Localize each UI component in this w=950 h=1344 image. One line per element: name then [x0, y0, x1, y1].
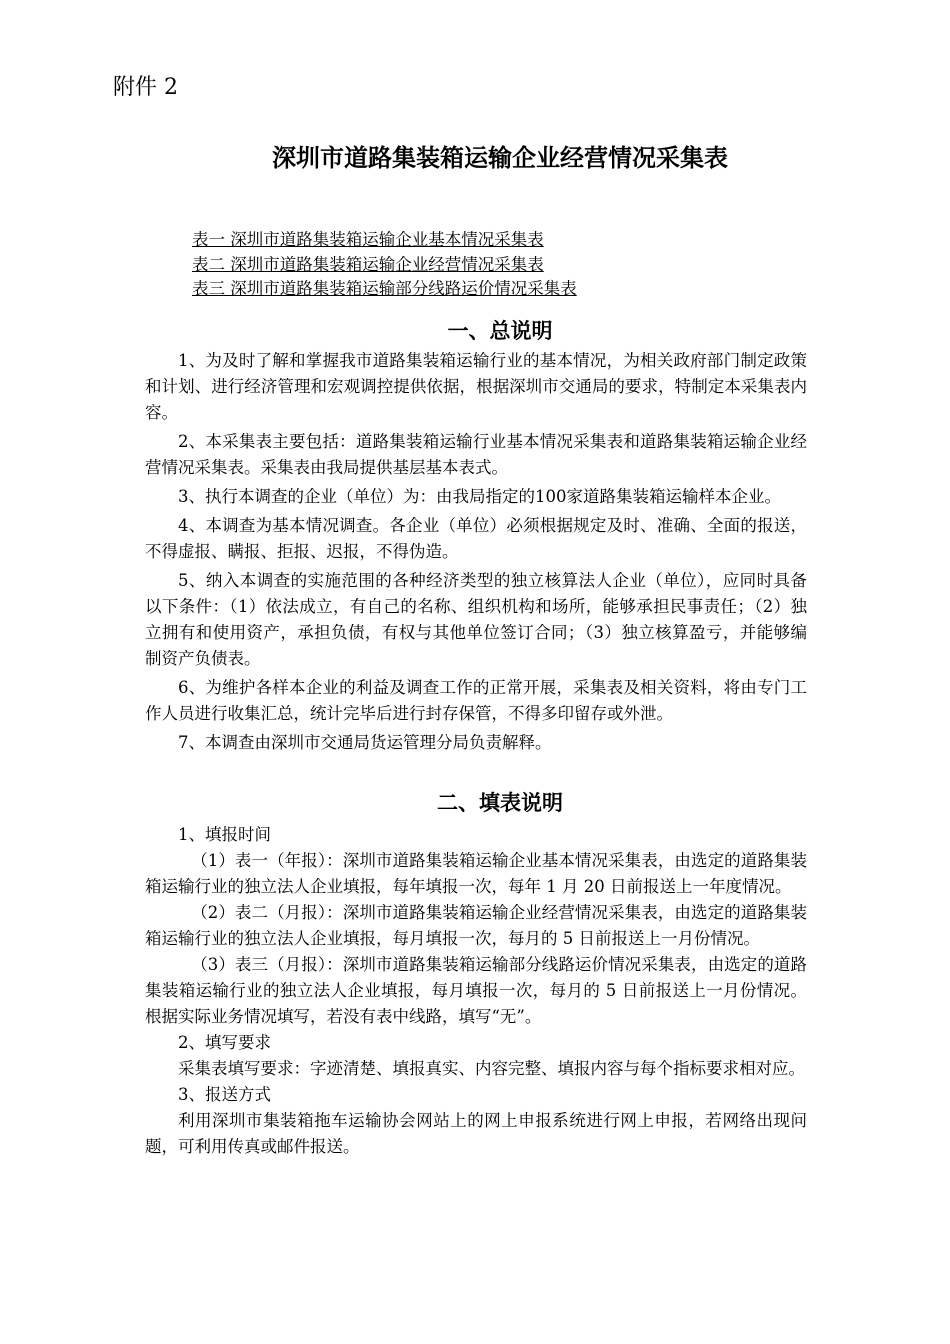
table-of-contents	[192, 228, 577, 302]
general-note-4: 4、本调查为基本情况调查。各企业（单位）必须根据规定及时、准确、全面的报送，不得虚报、瞒报、拒报、迟报，不得伪造。	[145, 516, 807, 561]
attachment-label: 附件 2	[113, 75, 178, 100]
document-title: 深圳市道路集装箱运输企业经营情况采集表	[272, 144, 728, 172]
general-note-6: 6、为维护各样本企业的利益及调查工作的正常开展，采集表及相关资料，将由专门工作人员进行收集汇总，统计完毕后进行封存保管，不得多印留存或外泄。	[145, 678, 807, 723]
filling-item-1-sub-2: （2）表二（月报）：深圳市道路集装箱运输企业经营情况采集表，由选定的道路集装箱运输行业的独立法人企业填报，每月填报一次，每月的 5 日前报送上一月份情况。	[145, 903, 807, 948]
filling-item-1-sub-3: （3）表三（月报）：深圳市道路集装箱运输部分线路运价情况采集表，由选定的道路集装箱运输行业的独立法人企业填报，每月填报一次，每月的 5 日前报送上一月份情况。根据实际业务情况填写，若没有表中线路，填写“无”。	[145, 955, 807, 1026]
general-note-2: 2、本采集表主要包括：道路集装箱运输行业基本情况采集表和道路集装箱运输企业经营情况采集表。采集表由我局提供基层基本表式。	[145, 432, 807, 477]
toc-link-table-2[interactable]: 表二 深圳市道路集装箱运输企业经营情况采集表	[192, 254, 544, 274]
toc-link-table-3[interactable]: 表三 深圳市道路集装箱运输部分线路运价情况采集表	[192, 279, 577, 298]
general-note-7: 7、本调查由深圳市交通局货运管理分局负责解释。	[178, 733, 552, 752]
general-note-1: 1、为及时了解和掌握我市道路集装箱运输行业的基本情况，为相关政府部门制定政策和计划、进行经济管理和宏观调控提供依据，根据深圳市交通局的要求，特制定本采集表内容。	[145, 351, 807, 422]
filling-item-2-title: 2、填写要求	[178, 1033, 271, 1052]
filling-item-3-text: 利用深圳市集装箱拖车运输协会网站上的网上申报系统进行网上申报，若网络出现问题，可利用传真或邮件报送。	[145, 1111, 807, 1156]
filling-instructions	[145, 822, 807, 1160]
filling-item-1-title: 1、填报时间	[178, 825, 271, 844]
general-note-5: 5、纳入本调查的实施范围的各种经济类型的独立核算法人企业（单位），应同时具备以下条件：（1）依法成立，有自己的名称、组织机构和场所，能够承担民事责任；（2）独立拥有和使用资产，承担负债，有权与其他单位签订合同；（3）独立核算盈亏，并能够编制资产负债表。	[145, 571, 807, 668]
filling-item-2-text: 采集表填写要求：字迹清楚、填报真实、内容完整、填报内容与每个指标要求相对应。	[178, 1059, 805, 1078]
filling-item-1-sub-1: （1）表一（年报）：深圳市道路集装箱运输企业基本情况采集表，由选定的道路集装箱运输行业的独立法人企业填报，每年填报一次，每年 1 月 20 日前报送上一年度情况。	[145, 851, 807, 896]
toc-link-table-1[interactable]: 表一 深圳市道路集装箱运输企业基本情况采集表	[192, 230, 544, 249]
filling-item-3-title: 3、报送方式	[178, 1085, 271, 1104]
general-note-3: 3、执行本调查的企业（单位）为：由我局指定的100家道路集装箱运输样本企业。	[178, 487, 781, 506]
section-heading-general: 一、总说明	[447, 319, 553, 343]
general-notes	[145, 348, 807, 759]
section-heading-filling: 二、填表说明	[437, 791, 563, 815]
